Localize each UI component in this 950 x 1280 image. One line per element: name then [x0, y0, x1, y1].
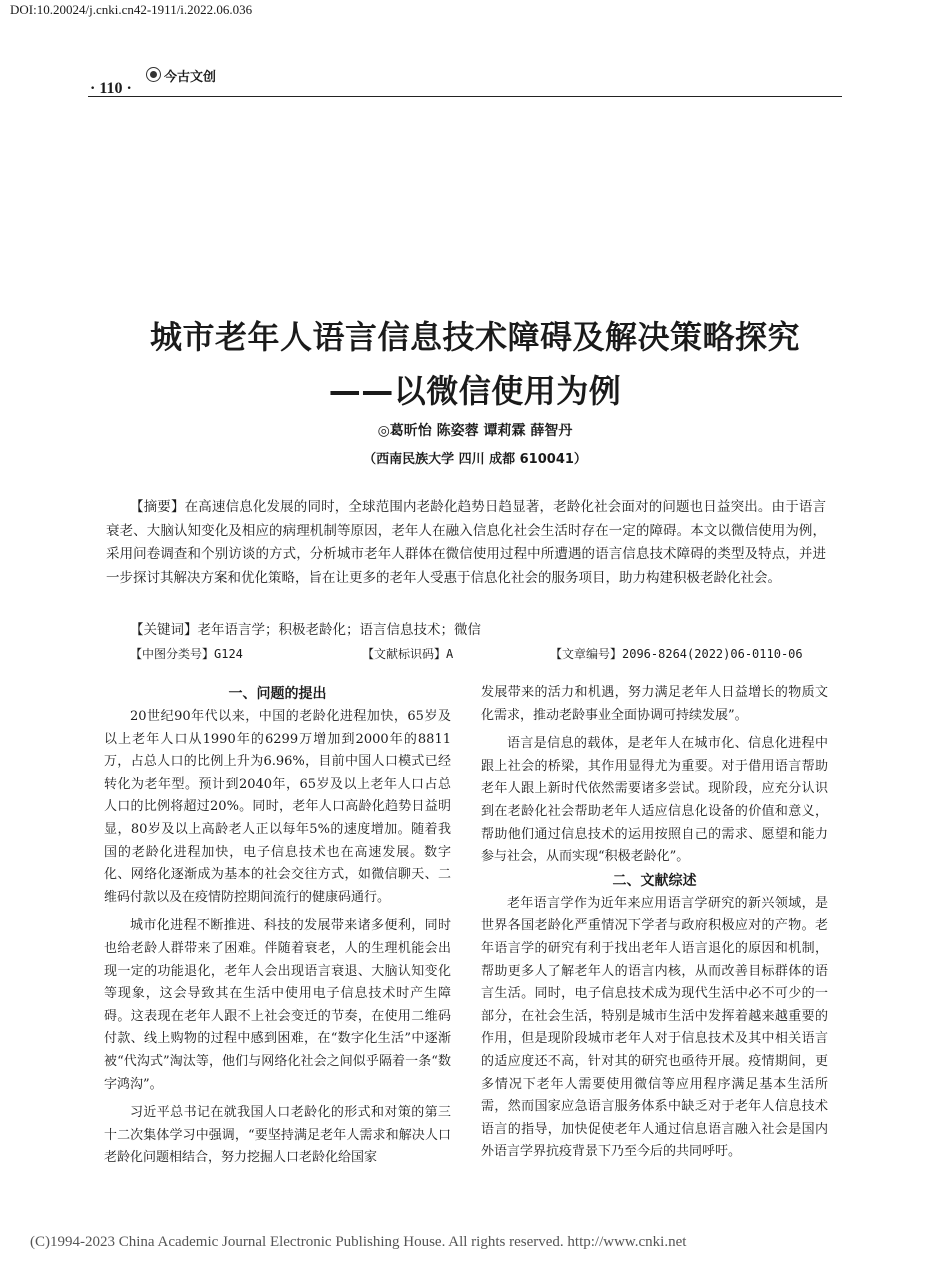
paragraph: 发展带来的活力和机遇，努力满足老年人日益增长的物质文化需求，推动老龄事业全面协调可持续发展”。 — [481, 685, 828, 723]
left-column — [104, 682, 451, 1170]
section-heading-2: 二、文献综述 — [612, 872, 697, 889]
doi-line: DOI:10.20024/j.cnki.cn42-1911/i.2022.06.036 — [10, 2, 253, 17]
keywords: 【关键词】老年语言学；积极老龄化；语言信息技术；微信 — [130, 622, 481, 638]
paragraph: 语言是信息的载体，是老年人在城市化、信息化进程中跟上社会的桥梁，其作用显得尤为重要。对于借用语言帮助老年人跟上新时代依然需要诸多尝试。现阶段，应充分认识到在老龄化社会帮助老年人适应信息化设备的价值和意义，帮助他们通过信息技术的运用按照自己的需求、愿望和能力参与社会，从而实现“积极老龄化”。 — [481, 736, 828, 865]
affiliation: （西南民族大学 四川 成都 610041） — [363, 452, 587, 467]
paragraph: 20世纪90年代以来，中国的老龄化进程加快，65岁及以上老年人口从1990年的6299万增加到2000年的8811万，占总人口的比例上升为6.96%，目前中国人口模式已经转化为老年型。预计到2040年，65岁及以上老年人口占总人口的比例将超过20%。同时，老年人口高龄化趋势日益明显，80岁及以上高龄老人正以每年5%的速度增加。随着我国的老龄化进程加快，电子信息技术也在高速发展。数字化、网络化逐渐成为基本的社会交往方式，如微信聊天、二维码付款以及在疫情防控期间流行的健康码通行。 — [104, 709, 451, 905]
article-number: 【文章编号】2096-8264(2022)06-0110-06 — [550, 647, 803, 661]
paragraph: 老年语言学作为近年来应用语言学研究的新兴领域，是世界各国老龄化严重情况下学者与政府积极应对的产物。老年语言学的研究有利于找出老年人语言退化的原因和机制，帮助更多人了解老年人的语言内核，从而改善目标群体的语言生活。同时，电子信息技术成为现代生活中必不可少的一部分，在社会生活，特别是城市生活中发挥着越来越重要的作用，但是现阶段城市老年人对于信息技术及其中相关语言的适应度还不高，针对其的研究也亟待开展。疫情期间，更多情况下老年人需要使用微信等应用程序满足基本生活所需，然而国家应急语言服务体系中缺乏对于老年人信息技术语言的指导，加快促使老年人通过信息语言融入社会是国内外语言学界抗疫背景下乃至今后的共同呼吁。 — [481, 895, 828, 1160]
clc-number: 【中图分类号】G124 — [130, 647, 243, 661]
section-heading-1: 一、问题的提出 — [228, 686, 327, 702]
author-list: ◎葛昕怡 陈姿蓉 谭莉霖 薛智丹 — [377, 423, 573, 439]
page-number: · 110 · — [90, 80, 132, 97]
running-header — [88, 66, 842, 97]
journal-logo-icon — [146, 67, 161, 82]
paragraph: 习近平总书记在就我国人口老龄化的形式和对策的第三十二次集体学习中强调，“要坚持满足老年人需求和解决人口老龄化问题相结合，努力挖掘人口老龄化给国家 — [104, 1105, 451, 1166]
document-code: 【文献标识码】A — [362, 647, 454, 661]
copyright-footer: (C)1994-2023 China Academic Journal Electronic Publishing House. All rights reserved. http://www.cnki.net — [30, 1234, 687, 1250]
paper-title: 城市老年人语言信息技术障碍及解决策略探究 — [149, 318, 800, 356]
journal-name: 今古文创 — [164, 70, 217, 85]
abstract: 【摘要】在高速信息化发展的同时，全球范围内老龄化趋势日趋显著，老龄化社会面对的问题也日益突出。由于语言衰老、大脑认知变化及相应的病理机制等原因，老年人在融入信息化社会生活时存在一定的障碍。本文以微信使用为例，采用问卷调查和个别访谈的方式，分析城市老年人群体在微信使用过程中所遭遇的语言信息技术障碍的类型及特点，并进一步探讨其解决方案和优化策略，旨在让更多的老年人受惠于信息化社会的服务项目，助力构建积极老龄化社会。 — [106, 499, 826, 586]
paragraph: 城市化进程不断推进、科技的发展带来诸多便利，同时也给老龄人群带来了困难。伴随着衰老，人的生理机能会出现一定的功能退化，老年人会出现语言衰退、大脑认知变化等现象，这会导致其在生活中使用电子信息技术时产生障碍。这表现在老年人跟不上社会变迁的节奏，在使用二维码付款、线上购物的过程中感到困难，在“数字化生活”中逐渐被“代沟式”淘汰等，他们与网络化社会之间似乎隔着一条“数字鸿沟”。 — [104, 918, 451, 1092]
paper-subtitle: ——以微信使用为例 — [328, 372, 622, 410]
right-column — [481, 682, 828, 1164]
